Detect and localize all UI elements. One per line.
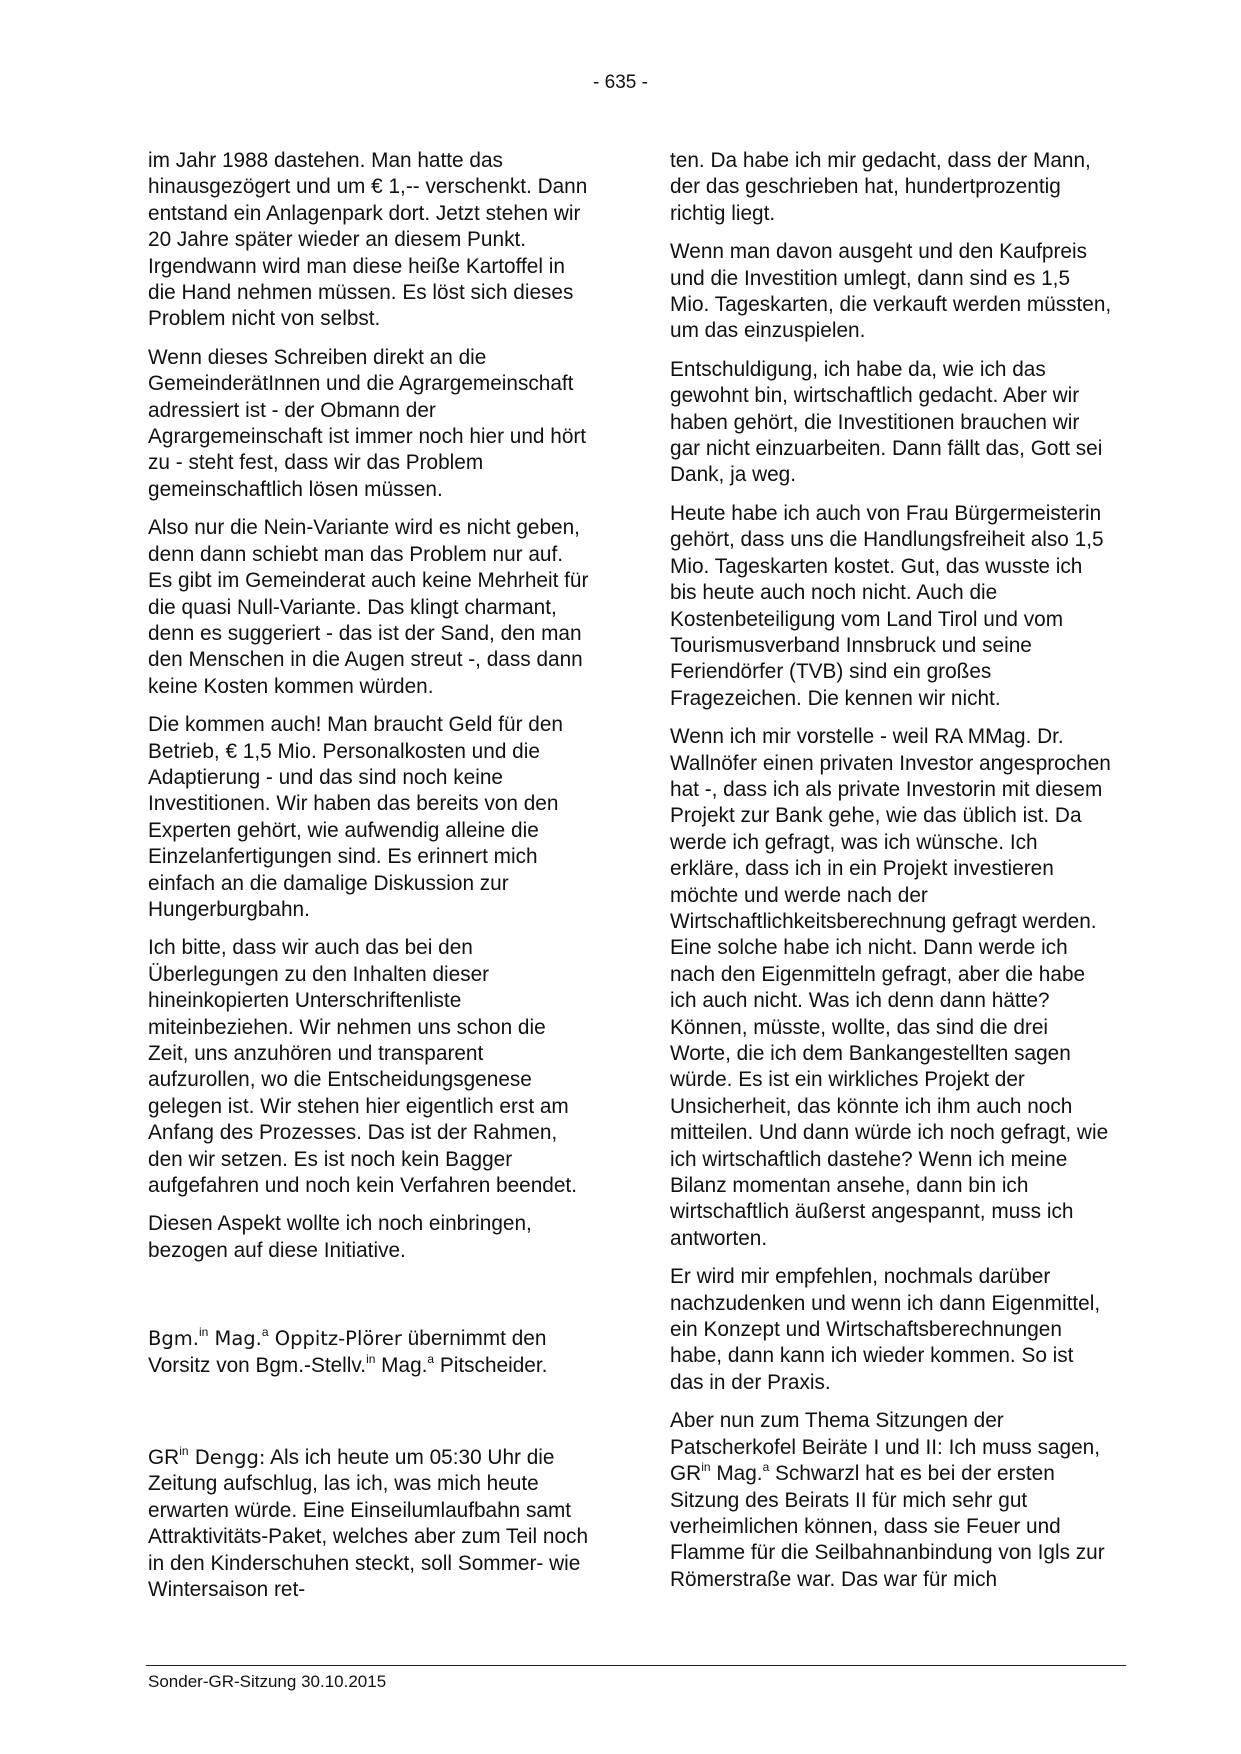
footer-rule — [146, 1665, 1126, 1666]
page-number: - 635 - — [593, 72, 648, 93]
paragraph: Die kommen auch! Man braucht Geld für den Betrieb, € 1,5 Mio. Personalkosten und die Adaptierung - und das sind noch keine Investitionen. Wir haben das bereits von den Experten gehört, wie aufwendig alleine die Einzelanfertigungen sind. Es erinnert mich einfach an die damalige Diskussion zur Hungerburgbahn. — [148, 713, 563, 921]
paragraph: Heute habe ich auch von Frau Bürgermeisterin gehört, dass uns die Handlungsfreiheit also 1,5 Mio. Tageskarten kostet. Gut, das wusste ich bis heute auch noch nicht. Auch die Kostenbeteiligung vom Land Tirol und vom Tourismusverband Innsbruck und seine Feriendörfer (TVB) sind ein großes Fragezeichen. Die kennen wir nicht. — [670, 501, 1104, 710]
paragraph: Er wird mir empfehlen, nochmals darüber nachzudenken und wenn ich dann Eigenmittel, ein Konzept und Wirtschaftsberechnungen habe, dann kann ich wieder kommen. So ist das in der Praxis. — [670, 1265, 1101, 1394]
paragraph: Wenn man davon ausgeht und den Kaufpreis und die Investition umlegt, dann sind es 1,5 Mio. Tageskarten, die verkauft werden müssten, um das einzuspielen. — [670, 240, 1112, 343]
paragraph: Entschuldigung, ich habe da, wie ich das gewohnt bin, wirtschaftlich gedacht. Aber wir haben gehört, die Investitionen brauchen wir gar nicht einzuarbeiten. Dann fällt das, Gott sei Dank, ja weg. — [670, 357, 1103, 487]
paragraph: Also nur die Nein-Variante wird es nicht geben, denn dann schiebt man das Problem nur auf. Es gibt im Gemeinderat auch keine Mehrheit für die quasi Null-Variante. Das klingt charmant, denn es suggeriert - das ist der Sand, den man den Menschen in die Augen streut -, dass dann keine Kosten kommen würden. — [148, 516, 589, 698]
paragraph: Aber nun zum Thema Sitzungen der Patscherkofel Beiräte I und II: Ich muss sagen, $GR^{in}$ Mag.$^a$ Schwarzl hat es bei der ersten Sitzung des Beirats II für mich sehr gut verheimlichen können, dass sie Feuer und Flamme für die Seilbahnanbindung von Igls zur Römerstraße war. Das war für mich — [670, 1409, 1105, 1591]
chair-title-bgm: Bgm. — [148, 1327, 199, 1351]
speaker-name: Dengg: — [188, 1446, 266, 1470]
chair-speaker-name: Oppitz-Plörer — [268, 1327, 402, 1351]
right-column — [670, 148, 1112, 1605]
paragraph: Ich bitte, dass wir auch das bei den Überlegungen zu den Inhalten dieser hineinkopierten Unterschriftenliste miteinbeziehen. Wir nehmen uns schon die Zeit, uns anzuhören und transparent aufzurollen, wo die Entscheidungsgenese gelegen ist. Wir stehen hier eigentlich erst am Anfang des Prozesses. Das ist der Rahmen, den wir setzen. Es ist noch kein Bagger aufgefahren und noch kein Verfahren beendet. — [148, 936, 577, 1198]
paragraph: ten. Da habe ich mir gedacht, dass der Mann, der das geschrieben hat, hundertprozentig richtig liegt. — [670, 149, 1091, 225]
chair-change-note: Bgm.$^{in}$ Mag.$^a$ Oppitz-Plörer übernimmt den Vorsitz von Bgm.-Stellv.$^{in}$ Mag.$^a$ Pitscheider. — [148, 1325, 548, 1377]
left-column — [148, 148, 590, 1616]
footer-text: Sonder-GR-Sitzung 30.10.2015 — [148, 1672, 387, 1691]
paragraph: Diesen Aspekt wollte ich noch einbringen, bezogen auf diese Initiative. — [148, 1212, 532, 1262]
speaker-paragraph: $GR^{in}$ Dengg: Als ich heute um 05:30 Uhr die Zeitung aufschlug, las ich, was mich heute erwarten würde. Eine Einseilumlaufbahn samt Attraktivitäts-Paket, welches aber zum Teil noch in den Kinderschuhen steckt, soll Sommer- wie Wintersaison ret- — [148, 1444, 589, 1602]
paragraph: Wenn dieses Schreiben direkt an die GemeinderätInnen und die Agrargemeinschaft adressiert ist - der Obmann der Agrargemeinschaft ist immer noch hier und hört zu - steht fest, dass wir das Problem gemeinschaftlich lösen müssen. — [148, 345, 587, 501]
speaker-title: GR — [148, 1446, 180, 1470]
paragraph: Wenn ich mir vorstelle - weil RA MMag. Dr. Wallnöfer einen privaten Investor angesprochen hat -, dass ich als private Investorin mit diesem Projekt zur Bank gehe, wie das üblich ist. Da werde ich gefragt, was ich wünsche. Ich erkläre, dass ich in ein Projekt investieren möchte und werde nach der Wirtschaftlichkeitsberechnung gefragt werden. Eine solche habe ich nicht. Dann werde ich nach den Eigenmitteln gefragt, aber die habe ich auch nicht. Was ich denn dann hätte? Können, müsste, wollte, das sind die drei Worte, die ich dem Bankangestellten sagen würde. Es ist ein wirkliches Projekt der Unsicherheit, das könnte ich ihm auch noch mitteilen. Und dann würde ich noch gefragt, wie ich wirtschaftlich dastehe? Wenn ich meine Bilanz momentan ansehe, dann bin ich wirtschaftlich äußerst angespannt, muss ich antworten. — [670, 725, 1111, 1250]
chair-title-mag: Mag. — [208, 1327, 262, 1351]
paragraph: im Jahr 1988 dastehen. Man hatte das hinausgezögert und um € 1,-- verschenkt. Dann entstand ein Anlagenpark dort. Jetzt stehen wir 20 Jahre später wieder an diesem Punkt. Irgendwann wird man diese heiße Kartoffel in die Hand nehmen müssen. Es löst sich dieses Problem nicht von selbst. — [148, 149, 588, 331]
